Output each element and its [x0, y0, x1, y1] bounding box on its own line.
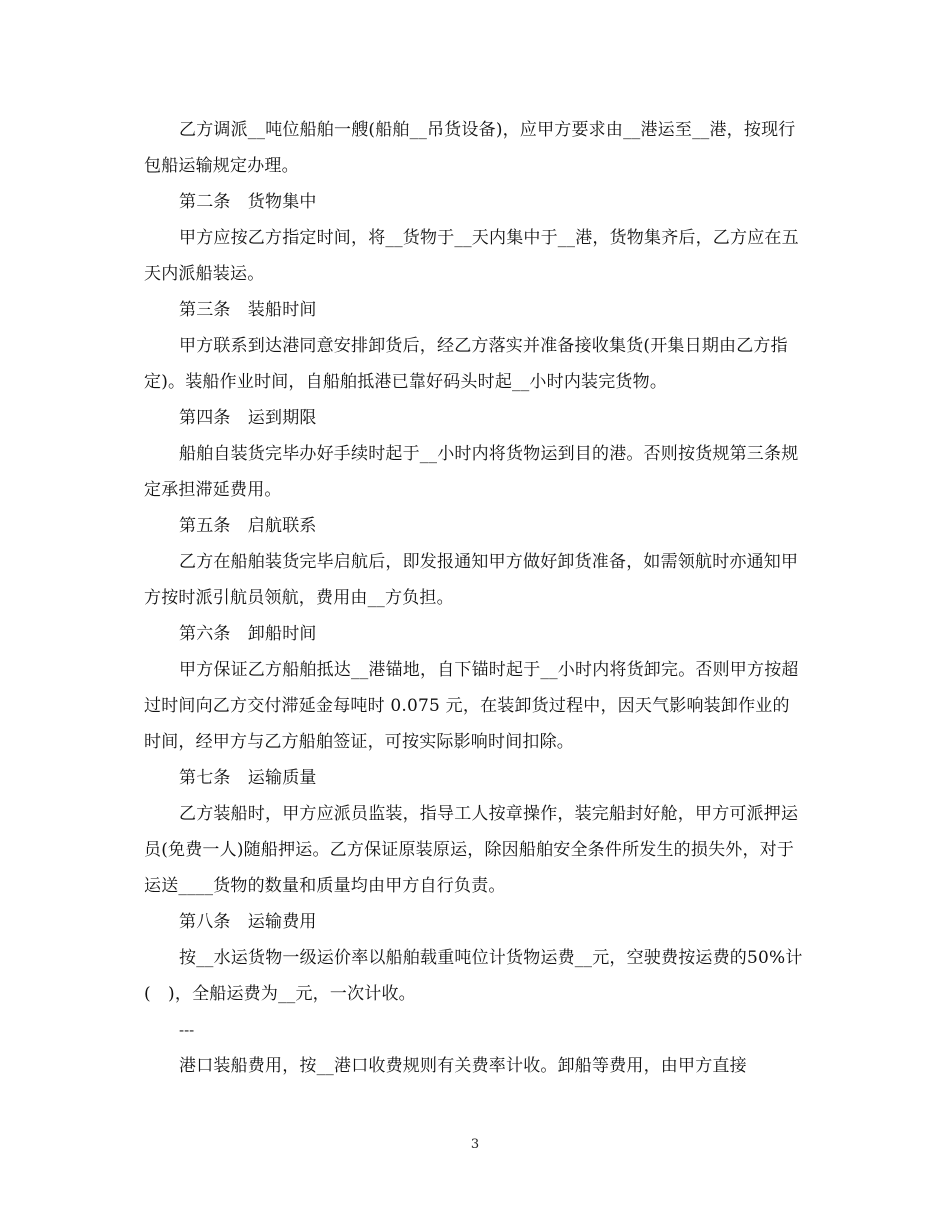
page-number: 3 [470, 1137, 480, 1152]
article-heading-6: 第六条 卸船时间 [179, 624, 317, 644]
paragraph-6: 甲方保证乙方船舶抵达__港锚地，自下锚时起于__小时内将货卸完。否则甲方按超过时间向乙方交付滞延金每吨时 0.075 元，在装卸货过程中，因天气影响装卸作业的时间，经甲方与乙方船舶签证，可按实际影响时间扣除。 [144, 660, 799, 752]
paragraph-9: 港口装船费用，按__港口收费规则有关费率计收。卸船等费用，由甲方直接 [179, 1056, 747, 1076]
article-heading-2: 第二条 货物集中 [179, 192, 317, 212]
divider-text: --- [179, 1021, 195, 1039]
article-heading-7: 第七条 运输质量 [179, 768, 317, 788]
document-body [144, 112, 806, 1084]
article-heading-4: 第四条 运到期限 [179, 408, 317, 428]
paragraph-1: 乙方调派__吨位船舶一艘(船舶__吊货设备)，应甲方要求由__港运至__港，按现行包船运输规定办理。 [144, 120, 796, 176]
paragraph-7: 乙方装船时，甲方应派员监装，指导工人按章操作，装完船封好舱，甲方可派押运员(免费一人)随船押运。乙方保证原装原运，除因船舶安全条件所发生的损失外，对于运送____货物的数量和质量均由甲方自行负责。 [144, 804, 799, 896]
article-heading-5: 第五条 启航联系 [179, 516, 317, 536]
paragraph-2: 甲方应按乙方指定时间，将__货物于__天内集中于__港，货物集齐后，乙方应在五天内派船装运。 [144, 228, 799, 284]
paragraph-4: 船舶自装货完毕办好手续时起于__小时内将货物运到目的港。否则按货规第三条规定承担滞延费用。 [144, 444, 799, 500]
article-heading-8: 第八条 运输费用 [179, 912, 317, 932]
article-heading-3: 第三条 装船时间 [179, 300, 317, 320]
paragraph-5: 乙方在船舶装货完毕启航后，即发报通知甲方做好卸货准备，如需领航时亦通知甲方按时派引航员领航，费用由__方负担。 [144, 552, 799, 608]
paragraph-3: 甲方联系到达港同意安排卸货后，经乙方落实并准备接收集货(开集日期由乙方指定)。装船作业时间，自船舶抵港已靠好码头时起__小时内装完货物。 [144, 336, 788, 392]
paragraph-8: 按__水运货物一级运价率以船舶载重吨位计货物运费__元，空驶费按运费的50%计( )，全船运费为__元，一次计收。 [144, 948, 803, 1004]
